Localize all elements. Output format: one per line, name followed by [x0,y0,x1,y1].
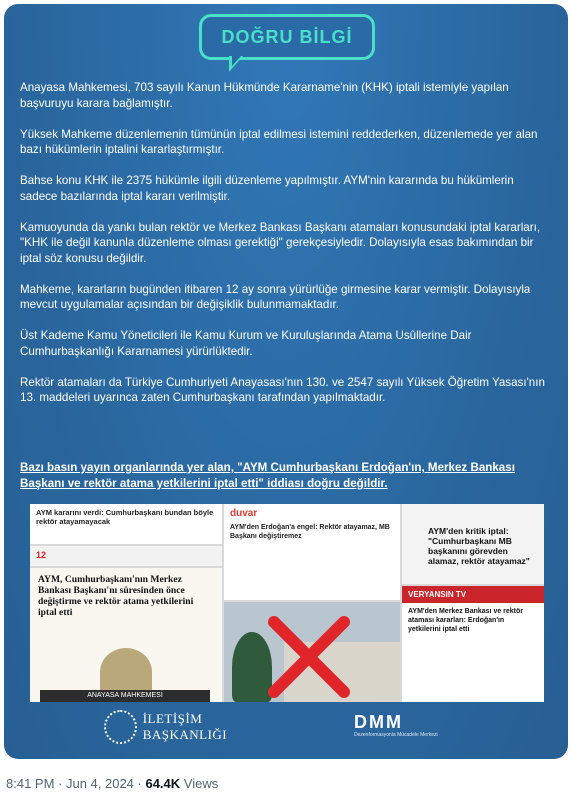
news-headline: AYM'den Merkez Bankası ve rektör ataması kararları: Erdoğan'ın yetkilerini iptal etti [408,608,524,633]
news-collage [30,504,544,702]
news-headline: AYM kararını verdi: Cumhurbaşkanı bundan böyle rektör atayamayacak [36,508,214,526]
red-cross-icon [264,612,354,702]
post-image[interactable] [4,4,568,759]
news-logo: VERYANSIN TV [402,586,544,603]
dogru-bilgi-badge [199,14,375,60]
paragraph: Anayasa Mahkemesi, 703 sayılı Kanun Hükmünde Kararname'nin (KHK) iptali istemiyle yapılan başvuruyu karara bağlamıştır. [20,81,509,110]
iletisim-name: İLETİŞİM BAŞKANLIĞI [142,711,228,742]
paragraph: Rektör atamaları da Türkiye Cumhuriyeti Anayasası'nın 130. ve 2547 sayılı Yüksek Öğretim Yasası'nın 13. maddeleri uyarınca zaten Cumhurbaşkanı tarafından yapılmaktadır. [20,375,545,404]
paragraph: Yüksek Mahkeme düzenlemenin tümünün iptal edilmesi istemini reddederken, düzenlemede yer alan bazı hükümlerin iptalini kararlaştırmıştır. [20,127,538,156]
paragraph: Bahse konu KHK ile 2375 hükümle ilgili düzenleme yapılmıştır. AYM'nin kararında bu hükümlerin sadece bazılarında iptal kararı verilmiştir. [20,174,514,203]
news-screenshot-2 [30,546,222,566]
paragraph: Mahkeme, kararların bugünden itibaren 12 ay sonra yürürlüğe girmesine karar vermiştir. Dolayısıyla mevcut uygulamalar açısından bir değişiklik bulunmamaktadır. [20,282,531,311]
post-metadata [6,776,218,794]
news-logo: duvar [230,508,258,519]
news-headline: AYM, Cumhurbaşkanı'nın Merkez Bankası Başkanı'nı süresinden önce değiştirme ve rektör atama yetkilerini iptal etti [38,574,194,618]
news-screenshot-1 [30,504,222,544]
post-timestamp[interactable]: 8:41 PM · Jun 4, 2024 · [6,776,146,791]
claim-highlight [20,460,560,492]
dmm-subtitle: Dezenformasyonla Mücadele Merkezi [354,732,438,738]
iletisim-logo [104,708,284,746]
views-label: Views [180,776,219,791]
badge-tail-inner [232,56,241,66]
paragraph: Üst Kademe Kamu Yöneticileri ile Kamu Kurum ve Kuruluşlarında Atama Usûllerine Dair Cumhurbaşkanlığı Kararnamesi yürürlüktedir. [20,329,472,358]
paragraph: Kamuoyunda da yankı bulan rektör ve Merkez Bankası Başkanı atamaları konusundaki iptal kararları, "KHK ile değil kanunla düzenleme olması gerektiği" gerekçesiyledir. Dolayısıyla esas bakımından bir iptal söz konusu değildir. [20,220,541,265]
news-screenshot-7 [402,586,544,702]
court-emblem-icon [100,648,152,696]
news-screenshot-3 [30,568,222,702]
court-building-photo [224,602,400,702]
statement-body [20,80,552,421]
court-banner: ANAYASA MAHKEMESİ [40,690,210,702]
news-screenshot-4 [224,504,400,600]
footer-logos [104,708,476,746]
news-screenshot-6 [402,504,544,584]
news-headline: AYM'den Erdoğan'a engel: Rektör atayamaz, MB Başkanı değiştiremez [230,524,390,540]
view-count: 64.4K [145,776,181,791]
badge-label: DOĞRU BİLGİ [221,26,353,47]
dmm-logo [354,712,454,742]
news-headline: AYM'den kritik iptal: "Cumhurbaşkanı MB başkanını görevden alamaz, rektör atayamaz" [428,526,530,566]
news-logo: 12 [36,550,47,560]
dmm-logo-text: DMM [354,712,403,732]
iletisim-emblem-icon [104,710,137,744]
claim-text: Bazı basın yayın organlarında yer alan, "AYM Cumhurbaşkanı Erdoğan'ın, Merkez Bankası Başkanı ve rektör atama yetkilerini iptal etti" iddiası doğru değildir. [20,461,515,490]
